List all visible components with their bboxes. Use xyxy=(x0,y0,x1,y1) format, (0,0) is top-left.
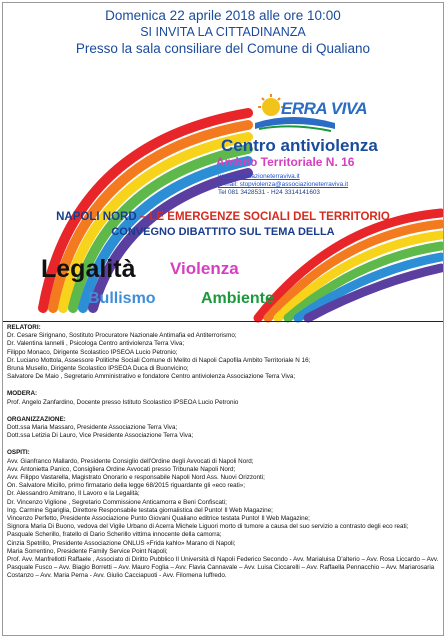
list-item: Avv. Antonietta Panico, Consigliera Ordine Avvocati presso Tribunale Napoli Nord; xyxy=(7,465,236,473)
list-item: Dr. Alessandro Amitrano, Il Lavoro e la Legalità; xyxy=(7,490,140,498)
event-header xyxy=(3,7,443,57)
divider xyxy=(3,321,443,322)
list-item: Dr. Vincenzo Viglione , Segretario Commissione Anticamorra e Beni Confiscati; xyxy=(7,498,227,506)
list-item: On. Salvatore Micillo, primo firmatario della legge 68/2015 riguardante gli «eco reati»; xyxy=(7,482,246,490)
phone-numbers: Tel 081 3428531 - H24 3314141603 xyxy=(218,189,320,196)
list-item: Dr. Cesare Sirignano, Sostituto Procuratore Nazionale Antimafia ed Antiterrorismo; xyxy=(7,332,237,340)
ambito-territoriale: Ambito Territoriale N. 16 xyxy=(216,155,355,169)
theme-legalita: Legalità xyxy=(41,255,136,283)
theme-ambiente: Ambiente xyxy=(201,290,274,307)
theme-bullismo: Bullismo xyxy=(88,290,156,307)
poster xyxy=(2,2,444,636)
napoli-nord-label: NAPOLI NORD xyxy=(56,211,137,223)
list-item: Avv. Gianfranco Mallardo, Presidente Consiglio dell'Ordine degli Avvocati di Napoli Nord; xyxy=(7,457,254,465)
list-item: Pasquale Scherillo, fratello di Dario Scherillo vittima innocente della camorra; xyxy=(7,531,222,539)
list-item: Prof. Avv. Manfrellotti Raffaele , Associato di Diritto Pubblico Il Università di Napoli Federico Secondo - Avv. Marialuisa D'alterio – Avv. Rosa Liccardo – Avv. Pasquale Fusco – Avv. Biagio Borretti – Avv. Mauro Foglia – Avv. Flavia Cannavale – Avv. Luisa Ciccarelli – Avv. Raffaella Pennacchio – Avv. Mariarosaria Costanzo – Avv. Maria Perna - Avv. Giulio Cacciapuoti - Avv. Filomena Iuffredo. xyxy=(7,556,439,580)
list-item: Avv. Filippo Vastarella, Magistrato Onorario e responsabile Napoli Nord Ass. Nuovi Orizzonti; xyxy=(7,474,265,482)
list-item: Signora Maria Di Buono, vedova del Vigile Urbano di Acerra Michele Liguori morto di tumore a causa del suo servizio a contrasto degli eco reati; xyxy=(7,523,409,531)
modera-list xyxy=(7,399,439,407)
email-link[interactable]: E-mail: stopviolenza@associazioneterraviva.it xyxy=(218,181,349,188)
list-item: Filippo Monaco, Dirigente Scolastico IPSEOA Lucio Petronio; xyxy=(7,348,178,356)
logo-text: ERRA VIVA xyxy=(281,99,368,118)
list-item: Prof. Angelo Zanfardino, Docente presso Istituto Scolastico IPSEOA Lucio Petronio xyxy=(7,398,239,406)
centro-antiviolenza-title: Centro antiviolenza xyxy=(221,136,378,155)
list-item: Dr. Valentina Iannelli , Psicologa Centro antiviolenza Terra Viva; xyxy=(7,340,185,348)
event-date: Domenica 22 aprile 2018 alle ore 10:00 xyxy=(105,8,341,23)
ospiti-heading: OSPITI: xyxy=(7,449,30,457)
list-item: Dott.ssa Letizia Di Lauro, Vice Presidente Associazione Terra Viva; xyxy=(7,432,194,440)
emergenze-label: – LE EMERGENZE SOCIALI DEL TERRITORIO xyxy=(136,211,390,223)
ospiti-list xyxy=(7,458,439,581)
list-item: Dott.ssa Maria Massaro, Presidente Associazione Terra Viva; xyxy=(7,424,178,432)
relatori-list xyxy=(7,332,439,381)
modera-heading: MODERA: xyxy=(7,390,38,398)
theme-violenza: Violenza xyxy=(170,259,239,278)
organizzazione-heading: ORGANIZZAZIONE: xyxy=(7,415,66,423)
list-item: Ing. Carmine Sgariglia, Direttore Responsabile testata giornalistica del Punto! Il Web Magazine; xyxy=(7,506,273,514)
event-title xyxy=(3,211,443,223)
website-link[interactable]: www.associazioneterraviva.it xyxy=(218,173,300,180)
convegno-subtitle: CONVEGNO DIBATTITO SUL TEMA DELLA xyxy=(111,226,335,238)
list-item: Cinzia Spetrillo, Presidente Associazione ONLUS «Frida kahlo» Marano di Napoli; xyxy=(7,539,236,547)
event-venue: Presso la sala consiliare del Comune di Qualiano xyxy=(75,41,371,56)
organizzazione-list xyxy=(7,424,439,440)
relatori-heading: RELATORI: xyxy=(7,324,41,331)
contacts xyxy=(218,173,348,197)
list-item: Maria Sorrentino, Presidente Family Service Point Napoli; xyxy=(7,547,168,555)
invitation: SI INVITA LA CITTADINANZA xyxy=(140,25,306,39)
list-item: Vincenzo Perfetto, Presidente Associazione Punto Giovani Qualiano editrice testata Punto! Il Web Magazine; xyxy=(7,515,310,523)
list-item: Salvatore De Maio , Segretario Amministrativo e fondatore Centro antiviolenza Associazione Terra Viva; xyxy=(7,373,296,381)
list-item: Bruna Musello, Dirigente Scolastico IPSEOA Duca di Buonvicino; xyxy=(7,365,189,373)
program-body xyxy=(7,324,439,581)
list-item: Dr. Luciano Mottola, Assessore Politiche Sociali Comune di Melito di Napoli Capofila Ambito Territoriale N 16; xyxy=(7,356,311,364)
